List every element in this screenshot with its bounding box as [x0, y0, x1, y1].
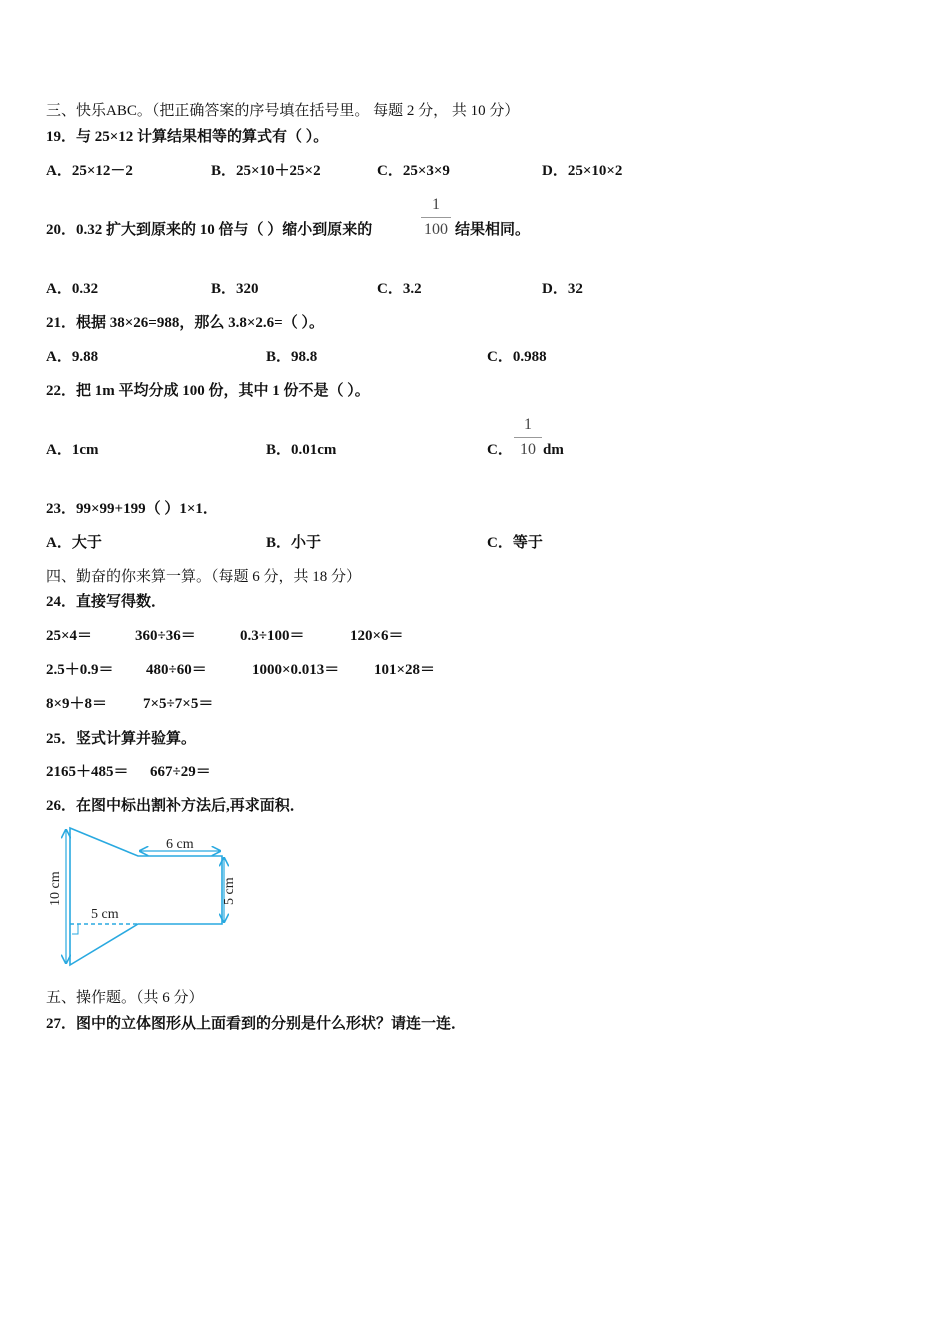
q20-option-a: A．0.32 [46, 281, 99, 297]
q20-frac-num: 1 [432, 196, 440, 213]
q20-stem-after: 结果相同。 [455, 222, 531, 238]
q26-diagram [0, 0, 300, 1000]
q25-stem: 25．竖式计算并验算。 [46, 731, 197, 747]
q20-option-b: B．320 [211, 281, 259, 297]
q20-stem-before: 20．0.32 扩大到原来的 10 倍与（ ）缩小到原来的 [46, 222, 373, 238]
bottom-label: 5 cm [91, 907, 119, 922]
q19-option-d: D．25×10×2 [542, 163, 623, 179]
q19-option-a: A．25×12－2 [46, 163, 133, 179]
q22-c-frac-den: 10 [520, 441, 536, 458]
q25-item: 2165＋485＝ [46, 764, 129, 780]
q22-c-frac-num: 1 [524, 416, 532, 433]
q19-stem: 19．与 25×12 计算结果相等的算式有（ ）。 [46, 129, 329, 145]
q22-option-c: C． [487, 442, 513, 458]
q24-stem: 24．直接写得数． [46, 594, 167, 610]
q19-option-c: C．25×3×9 [377, 163, 450, 179]
q24-item: 25×4＝ [46, 628, 93, 644]
q20-option-d: D．32 [542, 281, 583, 297]
q24-item: 120×6＝ [350, 628, 404, 644]
q24-item: 1000×0.013＝ [252, 662, 340, 678]
q21-option-a: A．9.88 [46, 349, 99, 365]
section3-title: 三、快乐ABC。（把正确答案的序号填在括号里。 每题 2 分， 共 10 分） [46, 103, 520, 119]
q22-stem: 22．把 1m 平均分成 100 份，其中 1 份不是（ ）。 [46, 383, 370, 399]
right-angle-mark [72, 924, 78, 934]
q24-item: 7×5÷7×5＝ [143, 696, 214, 712]
q24-item: 2.5＋0.9＝ [46, 662, 114, 678]
right-label: 5 cm [222, 877, 237, 905]
q23-stem: 23．99×99+199（ ）1×1． [46, 501, 218, 517]
q24-item: 480÷60＝ [146, 662, 207, 678]
q24-item: 101×28＝ [374, 662, 436, 678]
q20-frac-den: 100 [424, 221, 448, 238]
shape-outline [70, 828, 222, 965]
q22-c-unit: dm [543, 442, 564, 458]
q21-stem: 21．根据 38×26=988，那么 3.8×2.6=（ ）。 [46, 315, 324, 331]
section4-title: 四、勤奋的你来算一算。（每题 6 分，共 18 分） [46, 569, 362, 585]
q22-option-a: A．1cm [46, 442, 99, 458]
q21-option-b: B．98.8 [266, 349, 318, 365]
q23-option-b: B．小于 [266, 535, 322, 551]
section5-title: 五、操作题。（共 6 分） [46, 990, 204, 1006]
q24-item: 0.3÷100＝ [240, 628, 305, 644]
q20-option-c: C．3.2 [377, 281, 422, 297]
q27-stem: 27．图中的立体图形从上面看到的分别是什么形状？请连一连． [46, 1016, 467, 1032]
q22-option-b: B．0.01cm [266, 442, 337, 458]
q19-option-b: B．25×10＋25×2 [211, 163, 321, 179]
height-label: 10 cm [48, 871, 63, 906]
q24-item: 360÷36＝ [135, 628, 196, 644]
q20-fraction [421, 196, 451, 239]
q23-option-c: C．等于 [487, 535, 543, 551]
q21-option-c: C．0.988 [487, 349, 547, 365]
q24-item: 8×9＋8＝ [46, 696, 108, 712]
q26-stem: 26．在图中标出割补方法后,再求面积． [46, 798, 305, 814]
q22-c-fraction [514, 416, 542, 459]
q25-item: 667÷29＝ [150, 764, 211, 780]
q23-option-a: A．大于 [46, 535, 102, 551]
top-label: 6 cm [166, 837, 194, 852]
